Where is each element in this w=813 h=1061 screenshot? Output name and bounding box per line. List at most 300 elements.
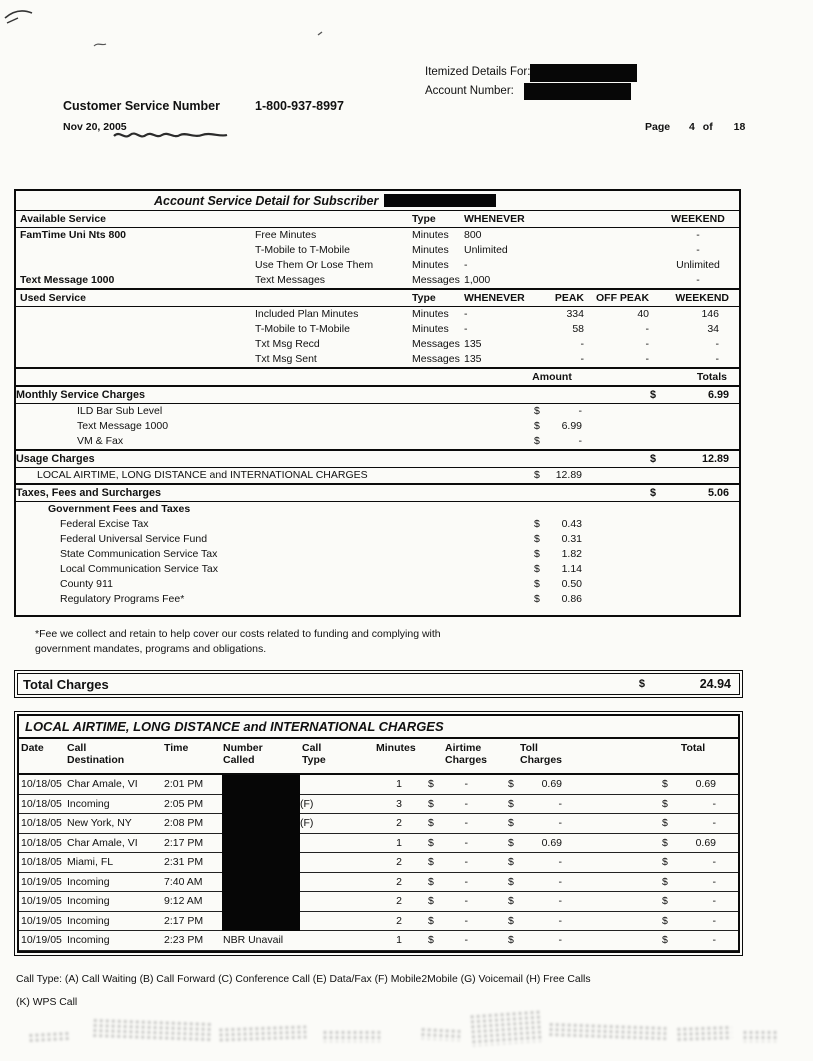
call-row — [19, 853, 738, 873]
call-destination: Incoming — [67, 934, 110, 946]
available-service-header-row — [16, 211, 739, 228]
currency-symbol: $ — [534, 593, 540, 605]
charge-amount: 1.82 — [561, 548, 582, 560]
spacer — [672, 592, 735, 607]
spacer — [646, 517, 672, 532]
spacer — [646, 532, 672, 547]
call-row — [19, 814, 738, 834]
section-total: 5.06 — [707, 487, 729, 499]
toll-charge: - — [558, 875, 562, 888]
toll-charge: 0.69 — [541, 836, 562, 849]
page-total: 18 — [733, 121, 746, 133]
spacer — [588, 532, 646, 547]
currency-symbol: $ — [534, 533, 540, 545]
spacer — [484, 912, 508, 931]
currency-symbol: $ — [534, 469, 540, 481]
airtime-charge: - — [464, 836, 468, 849]
spacer — [484, 795, 508, 814]
charge-row — [16, 404, 739, 419]
account-number-label: Account Number: — [425, 85, 514, 97]
charge-amount: 0.31 — [561, 533, 582, 545]
whenever-value: - — [464, 259, 468, 271]
charge-row — [16, 419, 739, 434]
table-row — [16, 258, 739, 273]
currency-symbol: $ — [508, 817, 514, 829]
service-name — [16, 258, 255, 273]
charge-amount: 12.89 — [555, 469, 582, 481]
service-type: Messages — [412, 274, 460, 286]
spacer — [255, 211, 410, 227]
spacer — [588, 419, 646, 434]
service-name: FamTime Uni Nts 800 — [20, 229, 127, 241]
toll-charges-column-header — [484, 739, 570, 773]
charge-row — [16, 547, 739, 562]
service-item: Txt Msg Recd — [255, 338, 320, 350]
weekend-value: Unlimited — [676, 259, 720, 271]
number-called-column-header — [222, 739, 300, 773]
scan-smudge — [218, 1024, 306, 1041]
call-type: (F) — [300, 797, 314, 810]
currency-symbol: $ — [662, 895, 668, 907]
currency-symbol: $ — [534, 405, 540, 417]
table-row — [16, 228, 739, 243]
call-total: - — [712, 797, 716, 810]
call-total: - — [712, 895, 716, 907]
spacer — [16, 322, 255, 337]
call-time: 2:31 PM — [164, 856, 204, 868]
charge-label: Regulatory Programs Fee* — [60, 593, 185, 605]
call-minutes: 2 — [396, 895, 402, 907]
used-service-label: Used Service — [20, 292, 86, 304]
spacer — [672, 577, 735, 592]
currency-symbol: $ — [662, 817, 668, 829]
call-time: 2:01 PM — [164, 778, 204, 790]
service-item: T-Mobile to T-Mobile — [255, 244, 350, 256]
fee-footnote — [35, 627, 441, 657]
currency-symbol: $ — [508, 797, 514, 810]
call-minutes: 1 — [396, 836, 402, 849]
offpeak-value: 40 — [637, 308, 649, 320]
spacer — [588, 369, 646, 385]
service-item: Txt Msg Sent — [255, 353, 317, 365]
scan-smudge — [322, 1030, 380, 1042]
peak-value: - — [580, 338, 584, 350]
currency-symbol: $ — [428, 797, 434, 810]
page-label: Page — [645, 121, 671, 133]
usage-charges-band — [16, 449, 739, 468]
redaction-subscriber-name — [530, 64, 637, 82]
charge-row — [16, 562, 739, 577]
airtime-charge: - — [464, 817, 468, 829]
call-type — [300, 873, 376, 892]
currency-symbol: $ — [638, 678, 645, 690]
spacer — [516, 485, 542, 501]
peak-value: - — [580, 353, 584, 365]
amount-totals-header-row — [16, 367, 739, 387]
currency-symbol: $ — [508, 875, 514, 888]
date-column-header: Date — [21, 742, 44, 754]
spacer — [576, 873, 656, 892]
spacer — [576, 814, 656, 833]
service-type: Messages — [412, 353, 460, 365]
currency-symbol: $ — [508, 778, 514, 790]
weekend-column-header: WEEKEND — [675, 292, 729, 304]
table-row — [16, 243, 739, 258]
whenever-column-header: WHENEVER — [464, 292, 525, 304]
call-row — [19, 834, 738, 854]
redaction-phone-numbers — [222, 775, 300, 931]
spacer — [576, 775, 656, 794]
call-destination: Char Amale, VI — [67, 778, 138, 790]
call-total: 0.69 — [695, 778, 716, 790]
section-label: Usage Charges — [16, 453, 95, 465]
stray-mark — [92, 40, 108, 50]
header-line: Called — [223, 754, 255, 766]
monthly-service-charges-band — [16, 387, 739, 404]
spacer — [484, 814, 508, 833]
currency-symbol: $ — [534, 435, 540, 447]
offpeak-value: - — [645, 338, 649, 350]
service-name — [16, 243, 255, 258]
call-time: 2:17 PM — [164, 914, 204, 927]
charge-amount: 0.86 — [561, 593, 582, 605]
service-name: Text Message 1000 — [20, 274, 115, 286]
used-service-header-row — [16, 288, 739, 307]
charge-label: Local Communication Service Tax — [60, 563, 218, 575]
scan-smudge — [469, 1010, 543, 1047]
customer-service-number: 1-800-937-8997 — [255, 99, 344, 113]
call-number: NBR Unavail — [223, 934, 284, 946]
currency-symbol: $ — [534, 548, 540, 560]
call-minutes: 2 — [396, 875, 402, 888]
spacer — [542, 485, 588, 501]
currency-symbol: $ — [534, 563, 540, 575]
service-item: T-Mobile to T-Mobile — [255, 323, 350, 335]
call-time: 2:05 PM — [164, 797, 204, 810]
call-row — [19, 912, 738, 932]
table-row — [16, 322, 739, 337]
spacer — [484, 775, 508, 794]
currency-symbol: $ — [650, 453, 657, 465]
spacer — [16, 337, 255, 352]
currency-symbol: $ — [428, 778, 434, 790]
total-charges-amount: 24.94 — [699, 677, 731, 691]
spacer — [576, 834, 656, 853]
call-type — [300, 853, 376, 872]
spacer — [516, 451, 542, 467]
scan-smudge — [676, 1025, 732, 1041]
spacer — [484, 931, 508, 950]
call-type — [300, 892, 376, 911]
whenever-value: 135 — [464, 338, 482, 350]
call-date: 10/18/05 — [21, 856, 62, 868]
table-row — [16, 273, 739, 288]
call-date: 10/18/05 — [21, 836, 62, 849]
taxes-fees-band — [16, 483, 739, 502]
currency-symbol: $ — [650, 389, 657, 401]
spacer — [516, 387, 542, 403]
call-destination: Miami, FL — [67, 856, 114, 868]
header-line: Destination — [67, 754, 125, 766]
toll-charge: - — [558, 856, 562, 868]
available-service-label: Available Service — [20, 213, 106, 225]
total-charges-box — [14, 670, 743, 698]
spacer — [576, 853, 656, 872]
offpeak-column-header: OFF PEAK — [596, 292, 650, 304]
currency-symbol: $ — [662, 875, 668, 888]
pen-mark — [2, 3, 48, 27]
redaction-account-number — [524, 83, 631, 100]
service-item: Use Them Or Lose Them — [255, 259, 374, 271]
account-service-detail-table — [14, 189, 741, 617]
charge-row — [16, 468, 739, 483]
calls-table-inner — [17, 714, 740, 953]
call-total: 0.69 — [695, 836, 716, 849]
service-type: Minutes — [412, 323, 449, 335]
charge-amount: - — [578, 405, 582, 417]
charge-label: County 911 — [60, 578, 113, 590]
header-line: Number — [223, 742, 263, 754]
government-fees-heading: Government Fees and Taxes — [48, 503, 191, 515]
header-line: Charges — [445, 754, 488, 766]
spacer — [484, 873, 508, 892]
currency-symbol: $ — [508, 836, 514, 849]
peak-column-header: PEAK — [554, 292, 584, 304]
offpeak-value: - — [645, 353, 649, 365]
weekend-value: - — [696, 229, 700, 241]
spacer — [672, 532, 735, 547]
call-total: - — [712, 934, 716, 946]
weekend-value: - — [715, 353, 719, 365]
currency-symbol: $ — [534, 420, 540, 432]
spacer — [672, 547, 735, 562]
spacer — [542, 451, 588, 467]
redaction-subscriber-number — [384, 194, 496, 207]
currency-symbol: $ — [662, 914, 668, 927]
scan-smudge — [548, 1022, 666, 1042]
service-type: Minutes — [412, 229, 449, 241]
peak-value: 58 — [572, 323, 584, 335]
page-current: 4 — [689, 121, 695, 133]
call-total: - — [712, 817, 716, 829]
call-type — [300, 834, 376, 853]
page-of-label: of — [702, 121, 713, 133]
spacer — [542, 387, 588, 403]
call-time: 2:08 PM — [164, 817, 204, 829]
call-row — [19, 795, 738, 815]
table-row — [16, 307, 739, 322]
weekend-value: 146 — [701, 308, 719, 320]
weekend-column-header: WEEKEND — [671, 213, 725, 225]
account-table-title: Account Service Detail for Subscriber — [154, 193, 379, 208]
header-line: Toll — [520, 742, 538, 754]
call-date: 10/19/05 — [21, 895, 62, 907]
service-type: Minutes — [412, 308, 449, 320]
spacer — [646, 577, 672, 592]
call-date: 10/19/05 — [21, 875, 62, 888]
service-item: Included Plan Minutes — [255, 308, 359, 320]
spacer — [672, 468, 735, 483]
charge-label: LOCAL AIRTIME, LONG DISTANCE and INTERNATIONAL CHARGES — [37, 469, 368, 481]
stray-mark — [316, 30, 324, 38]
toll-charge: - — [558, 817, 562, 829]
service-item: Free Minutes — [255, 229, 317, 241]
spacer — [16, 607, 739, 615]
header-line: Charges — [520, 754, 563, 766]
currency-symbol: $ — [428, 875, 434, 888]
charge-label: VM & Fax — [77, 435, 124, 447]
weekend-value: - — [696, 244, 700, 256]
spacer — [484, 892, 508, 911]
currency-symbol: $ — [534, 578, 540, 590]
spacer — [672, 419, 735, 434]
service-type: Minutes — [412, 244, 449, 256]
footnote-line: government mandates, programs and obligations. — [35, 643, 267, 655]
call-date: 10/18/05 — [21, 778, 62, 790]
calls-table-title: LOCAL AIRTIME, LONG DISTANCE and INTERNATIONAL CHARGES — [19, 716, 738, 739]
spacer — [646, 468, 672, 483]
spacer — [484, 853, 508, 872]
service-type: Messages — [412, 338, 460, 350]
call-destination: Char Amale, VI — [67, 836, 138, 849]
weekend-value: - — [696, 274, 700, 286]
minutes-column-header: Minutes — [376, 742, 416, 754]
toll-charge: 0.69 — [541, 778, 562, 790]
currency-symbol: $ — [428, 895, 434, 907]
currency-symbol: $ — [534, 518, 540, 530]
header-line: Call — [302, 742, 322, 754]
call-destination: Incoming — [67, 875, 110, 888]
account-table-title-row — [16, 191, 739, 211]
toll-charge: - — [558, 914, 562, 927]
airtime-charge: - — [464, 914, 468, 927]
page-indicator — [645, 121, 745, 133]
currency-symbol: $ — [662, 856, 668, 868]
weekend-value: - — [715, 338, 719, 350]
charge-row — [16, 532, 739, 547]
destination-column-header — [65, 739, 162, 773]
spacer — [588, 387, 646, 403]
customer-service-label: Customer Service Number — [63, 99, 221, 113]
local-airtime-charges-table — [14, 711, 743, 956]
section-label: Taxes, Fees and Surcharges — [16, 487, 162, 499]
call-type: (F) — [300, 817, 314, 829]
spacer — [588, 547, 646, 562]
currency-symbol: $ — [508, 934, 514, 946]
currency-symbol: $ — [428, 836, 434, 849]
spacer — [672, 404, 735, 419]
currency-symbol: $ — [508, 895, 514, 907]
spacer — [588, 451, 646, 467]
charge-label: State Communication Service Tax — [60, 548, 218, 560]
currency-symbol: $ — [428, 817, 434, 829]
section-label: Monthly Service Charges — [16, 389, 146, 401]
calls-header-row — [19, 739, 738, 775]
call-date: 10/18/05 — [21, 817, 62, 829]
spacer — [16, 352, 255, 367]
airtime-charge: - — [464, 797, 468, 810]
call-minutes: 2 — [396, 817, 402, 829]
spacer — [672, 434, 735, 449]
call-date: 10/19/05 — [21, 914, 62, 927]
airtime-charges-column-header — [422, 739, 488, 773]
call-destination: Incoming — [67, 797, 110, 810]
currency-symbol: $ — [428, 914, 434, 927]
call-time: 9:12 AM — [164, 895, 203, 907]
call-date: 10/19/05 — [21, 934, 62, 946]
call-type-column-header — [300, 739, 376, 773]
currency-symbol: $ — [662, 934, 668, 946]
charge-amount: - — [578, 435, 582, 447]
call-row — [19, 931, 738, 951]
header-line: Airtime — [445, 742, 482, 754]
call-type-legend: Call Type: (A) Call Waiting (B) Call Forward (C) Conference Call (E) Data/Fax (F) Mobile2Mobile (G) Voicemail (H) Free Calls — [16, 974, 591, 985]
scan-smudge — [742, 1030, 778, 1042]
call-minutes: 1 — [396, 934, 402, 946]
service-type: Minutes — [412, 259, 449, 271]
call-minutes: 2 — [396, 914, 402, 927]
call-time: 2:23 PM — [164, 934, 204, 946]
statement-date: Nov 20, 2005 — [63, 121, 127, 133]
currency-symbol: $ — [662, 797, 668, 810]
whenever-value: Unlimited — [464, 244, 508, 256]
call-type — [300, 931, 376, 950]
itemized-details-label: Itemized Details For: — [425, 66, 531, 78]
spacer — [588, 468, 646, 483]
call-row — [19, 892, 738, 912]
spacer — [588, 434, 646, 449]
spacer — [646, 562, 672, 577]
spacer — [588, 562, 646, 577]
whenever-value: 135 — [464, 353, 482, 365]
whenever-value: 1,000 — [464, 274, 491, 286]
spacer — [588, 592, 646, 607]
charge-amount: 0.50 — [561, 578, 582, 590]
airtime-charge: - — [464, 856, 468, 868]
amount-column-header: Amount — [532, 371, 572, 383]
subsection-heading-row — [16, 502, 739, 517]
spacer — [570, 739, 654, 773]
toll-charge: - — [558, 895, 562, 907]
charge-label: Federal Excise Tax — [60, 518, 149, 530]
time-column-header: Time — [164, 742, 189, 754]
airtime-charge: - — [464, 875, 468, 888]
call-minutes: 2 — [396, 856, 402, 868]
airtime-charge: - — [464, 778, 468, 790]
currency-symbol: $ — [662, 836, 668, 849]
call-row — [19, 775, 738, 795]
spacer — [646, 434, 672, 449]
spacer — [588, 404, 646, 419]
whenever-column-header: WHENEVER — [464, 213, 525, 225]
call-total: - — [712, 856, 716, 868]
whenever-value: - — [464, 323, 468, 335]
total-column-header: Total — [680, 742, 706, 754]
spacer — [516, 502, 542, 517]
spacer — [646, 404, 672, 419]
spacer — [16, 369, 516, 385]
airtime-charge: - — [464, 934, 468, 946]
call-destination: Incoming — [67, 914, 110, 927]
charge-row — [16, 434, 739, 449]
currency-symbol: $ — [662, 778, 668, 790]
table-row — [16, 352, 739, 367]
weekend-value: 34 — [707, 323, 719, 335]
spacer — [484, 834, 508, 853]
call-time: 7:40 AM — [164, 875, 203, 888]
service-item: Text Messages — [255, 274, 326, 286]
currency-symbol: $ — [428, 856, 434, 868]
